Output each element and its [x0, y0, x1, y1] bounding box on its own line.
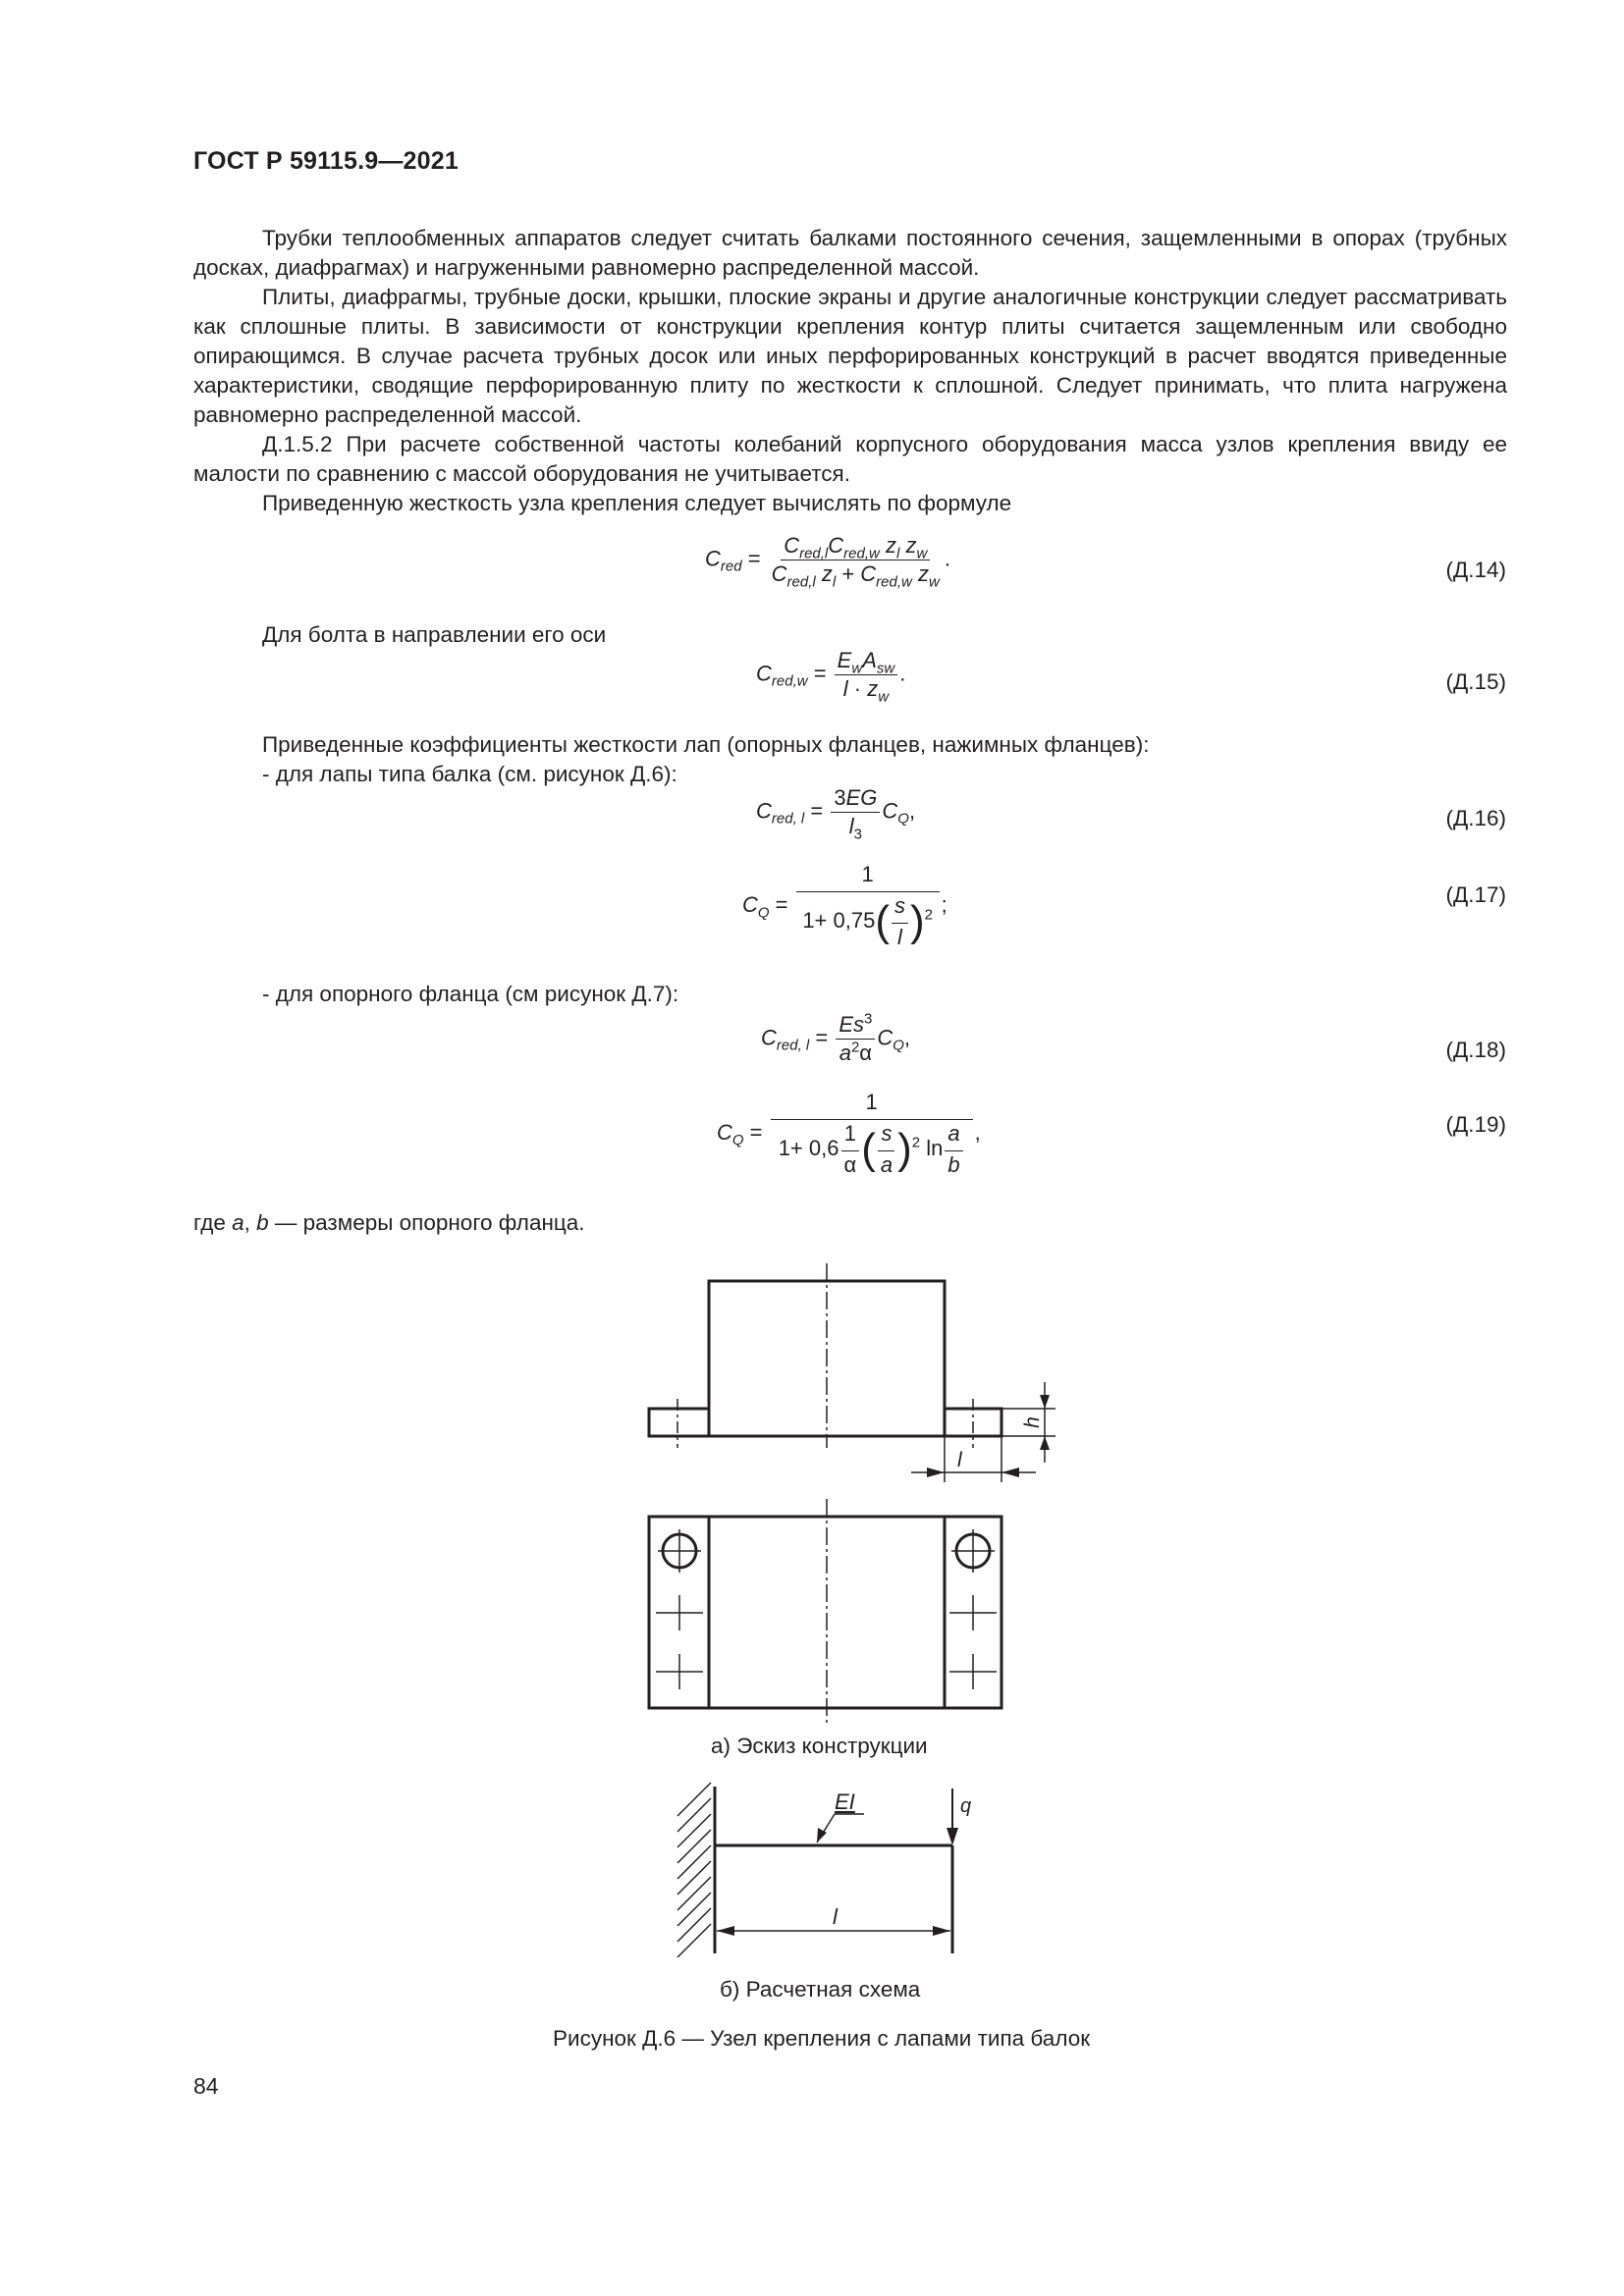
equation-number-d19: (Д.19) [1445, 1112, 1506, 1137]
paragraph-bolt: Для болта в направлении его оси [262, 622, 607, 647]
caption-sketch: а) Эскиз конструкции [711, 1734, 928, 1758]
paragraph-tubes: Трубки теплообменных аппаратов следует считать балками постоянного сечения, защемленными в опорах (трубных досках, диафрагмах) и нагруженными равномерно распределенной массой. [193, 226, 1507, 280]
figure-title: Рисунок Д.6 — Узел крепления с лапами типа балок [553, 2026, 1091, 2051]
formula-d19: $C_Q$ = 1 1+ 0,6 $\frac{1}{\alpha}$ ( $\frac{s}{a}$ )$^2$ ln $\frac{a}{b}$ , [717, 1090, 981, 1177]
where-a: a [232, 1210, 244, 1235]
paragraph-beam-lug: - для лапы типа балка (см. рисунок Д.6): [262, 762, 677, 786]
label-h: h [1021, 1416, 1044, 1428]
formula-d14: $C_{red}$ = $\frac{C_{red,l}C_{red,w} z_l z_w}{C_{red,l} z_l + C_{red,w} z_w}$ . [705, 533, 950, 591]
where-b: b [256, 1210, 269, 1235]
paragraph-coeffs: Приведенные коэффициенты жесткости лап (опорных фланцев, нажимных фланцев): [262, 732, 1150, 757]
document-header: ГОСТ Р 59115.9—2021 [193, 147, 459, 175]
paragraph-d152: Д.1.5.2 При расчете собственной частоты колебаний корпусного оборудования масса узлов крепления ввиду ее малости по сравнению с массой оборудования не учитывается. [193, 432, 1507, 486]
formula-d18: $C_{red, l}$ = $\frac{Es^3}{a^2\alpha}$ $C_Q$, [761, 1010, 911, 1065]
equation-number-d15: (Д.15) [1445, 669, 1506, 694]
equation-number-d16: (Д.16) [1445, 806, 1506, 830]
where-sep: , [244, 1210, 257, 1235]
lug-left-front [649, 1409, 709, 1436]
equation-number-d14: (Д.14) [1445, 558, 1506, 582]
where-prefix: где [193, 1210, 233, 1235]
page-number: 84 [193, 2073, 219, 2099]
label-q: q [960, 1795, 972, 1817]
paragraph-plates: Плиты, диафрагмы, трубные доски, крышки, плоские экраны и другие аналогичные конструкции следует рассматривать как сплошные плиты. В зависимости от конструкции крепления контур плиты считается защемленным или свободно опирающимся. В случае расчета трубных досок или иных перфорированных конструкций в расчет вводятся приведенные характеристики, сводящие перфорированную плиту по жесткости к сплошной. Следует принимать, что плита нагружена равномерно распределенной массой. [193, 285, 1507, 427]
formula-d15: $C_{red,w}$ = $\frac{E_wA_{sw}}{l \cdot z_w}$ . [756, 648, 906, 706]
formula-d17: $C_Q$ = 1 1+ 0,75( $\frac{s}{l}$ )$^2$ ; [742, 862, 947, 949]
equation-number-d17: (Д.17) [1445, 882, 1506, 907]
label-l: l [957, 1449, 962, 1471]
formula-d16: $C_{red, l}$ = $\frac{3EG}{l_3}$ $C_Q$, [756, 785, 916, 843]
paragraph-formula-intro: Приведенную жесткость узла крепления следует вычислять по формуле [262, 491, 1012, 515]
where-suffix: — размеры опорного фланца. [268, 1210, 585, 1235]
label-beam-l: l [833, 1904, 838, 1929]
label-ei: EI [835, 1789, 855, 1814]
equation-number-d18: (Д.18) [1445, 1038, 1506, 1062]
paragraph-support-flange: - для опорного фланца (см рисунок Д.7): [262, 982, 679, 1006]
caption-scheme: б) Расчетная схема [720, 1977, 921, 2002]
